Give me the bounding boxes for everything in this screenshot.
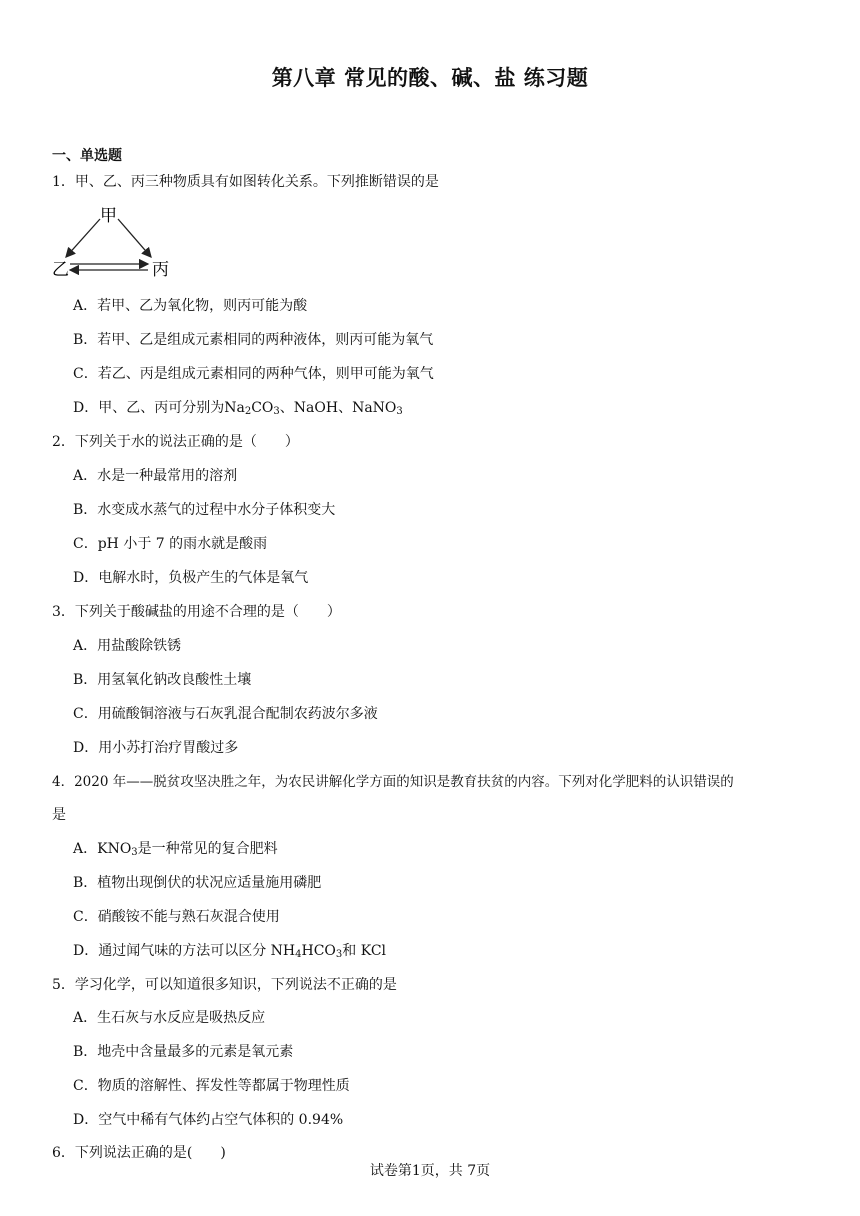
question-4-option-c: C．硝酸铵不能与熟石灰混合使用 [73,909,280,925]
option-text: HCO [301,943,336,959]
subscript: 2 [244,406,252,417]
question-4-option-b: B．植物出现倒伏的状况应适量施用磷肥 [73,875,322,891]
question-4-stem-line-2: 是 [52,807,66,823]
diagram-node-top: 甲 [100,206,117,226]
question-3-stem: 3．下列关于酸碱盐的用途不合理的是（ ） [52,604,341,620]
question-2-option-a: A．水是一种最常用的溶剂 [73,468,238,484]
question-1-stem: 1．甲、乙、丙三种物质具有如图转化关系。下列推断错误的是 [52,174,439,190]
diagram-node-left: 乙 [52,260,69,279]
question-1-option-d [73,398,813,418]
question-4-option-d [73,941,813,961]
option-text: A．KNO [73,841,132,857]
arrow-top-to-right [118,219,151,257]
option-text: 是一种常见的复合肥料 [137,841,278,857]
question-5-option-b: B．地壳中含量最多的元素是氧元素 [73,1044,294,1060]
question-4-stem-line-1: 4．2020 年——脱贫攻坚决胜之年，为农民讲解化学方面的知识是教育扶贫的内容。下列对化学肥料的认识错误的 [52,774,734,790]
subscript: 3 [396,406,403,417]
question-1-option-a: A．若甲、乙为氧化物，则丙可能为酸 [73,298,308,314]
question-3-option-b: B．用氢氧化钠改良酸性土壤 [73,672,252,688]
section-heading: 一、单选题 [52,148,122,164]
conversion-diagram [52,203,182,279]
option-text: D．通过闻气味的方法可以区分 NH [73,943,296,959]
option-text: 和 KCl [342,943,387,959]
subscript: 3 [273,406,280,417]
question-5-stem: 5．学习化学，可以知道很多知识，下列说法不正确的是 [52,977,397,993]
question-5-option-a: A．生石灰与水反应是吸热反应 [73,1010,266,1026]
question-2-option-b: B．水变成水蒸气的过程中水分子体积变大 [73,502,336,518]
question-5-option-d: D．空气中稀有气体约占空气体积的 0.94% [73,1112,344,1128]
question-3-option-c: C．用硫酸铜溶液与石灰乳混合配制农药波尔多液 [73,706,378,722]
question-6-stem: 6．下列说法正确的是( ) [52,1145,226,1161]
option-text: CO [251,400,274,416]
question-2-option-c: C．pH 小于 7 的雨水就是酸雨 [73,536,268,552]
question-5-option-c: C．物质的溶解性、挥发性等都属于物理性质 [73,1078,350,1094]
question-3-option-a: A．用盐酸除铁锈 [73,638,182,654]
question-1-option-c: C．若乙、丙是组成元素相同的两种气体，则甲可能为氧气 [73,366,434,382]
option-text: D．甲、乙、丙可分别为Na [73,400,245,416]
question-2-option-d: D．电解水时，负极产生的气体是氧气 [73,570,309,586]
subscript: 3 [335,949,343,960]
subscript: 4 [295,949,302,960]
subscript: 3 [131,847,138,858]
question-1-option-b: B．若甲、乙是组成元素相同的两种液体，则丙可能为氧气 [73,332,434,348]
arrow-top-to-left [66,219,100,257]
question-2-stem: 2．下列关于水的说法正确的是（ ） [52,434,299,450]
question-4-option-a [73,839,813,859]
question-3-option-d: D．用小苏打治疗胃酸过多 [73,740,239,756]
page-footer: 试卷第1页，共 7页 [369,1163,491,1179]
diagram-node-right: 丙 [152,260,169,279]
page-title: 第八章 常见的酸、碱、盐 练习题 [271,66,589,90]
option-text: 、NaOH、NaNO [279,400,397,416]
